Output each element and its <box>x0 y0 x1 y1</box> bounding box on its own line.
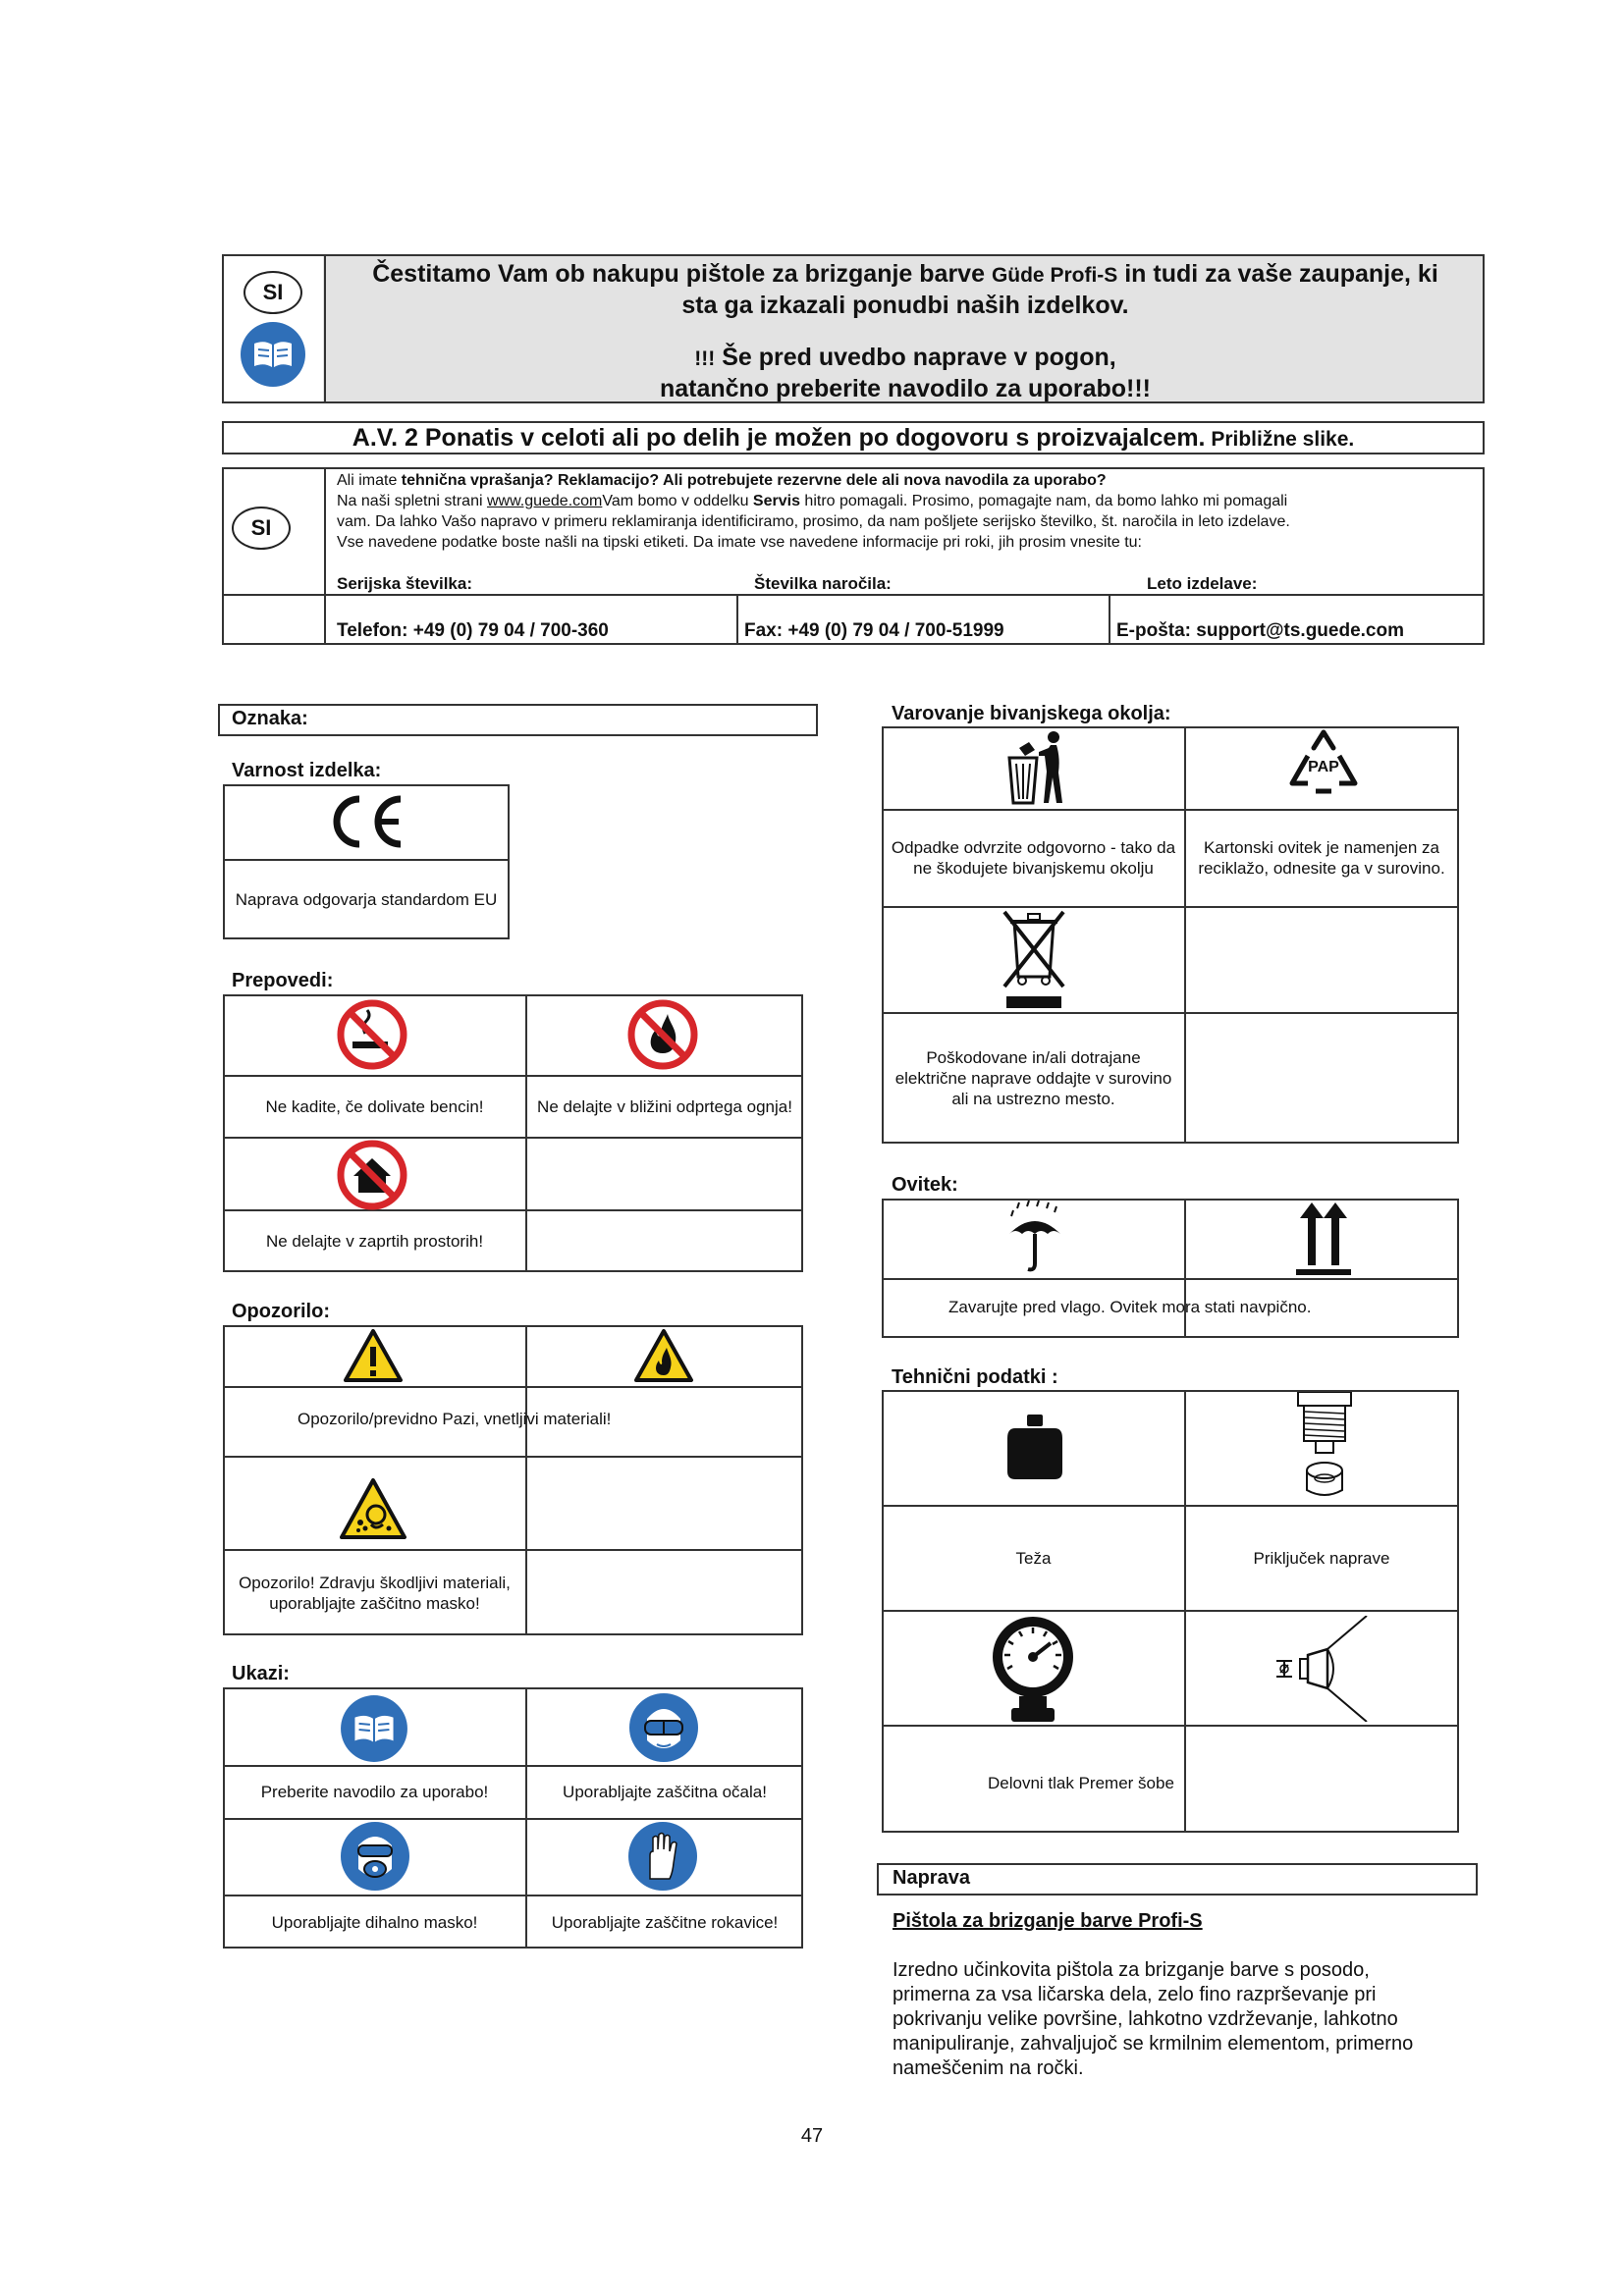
pressure-nozzle-caption: Delovni tlak Premer šobe <box>988 1774 1174 1792</box>
tehnicni-title: Tehnični podatki : <box>892 1366 1058 1388</box>
varnost-title: Varnost izdelka: <box>232 760 382 781</box>
weight-caption: Teža <box>1015 1548 1052 1568</box>
oznaka-title: Oznaka: <box>232 708 308 729</box>
page-number: 47 <box>800 2125 824 2147</box>
protective-gloves-icon <box>626 1820 699 1893</box>
si-badge: SI <box>244 271 302 314</box>
ce-mark-icon <box>322 791 410 852</box>
no-enclosed-space-icon <box>336 1139 408 1211</box>
website-link[interactable]: www.guede.com <box>486 493 603 509</box>
env-electric-caption: Poškodovane in/ali dotrajane električne naprave oddajte v surovino ali na ustrezno mesto. <box>894 1048 1172 1108</box>
pressure-gauge-icon <box>990 1614 1076 1724</box>
flammable-warning-icon <box>633 1328 694 1383</box>
mandatory-gloves-caption: Uporabljajte zaščitne rokavice! <box>551 1912 779 1932</box>
pap-label: PAP <box>1308 759 1339 775</box>
no-smoking-icon <box>336 998 408 1071</box>
year-label: Leto izdelave: <box>1147 574 1258 593</box>
env-waste-caption: Odpadke odvrzite odgovorno - tako da ne škodujete bivanjskemu okolju <box>891 838 1176 878</box>
packaging-caption: Zavarujte pred vlago. Ovitek mora stati navpično. <box>948 1298 1312 1316</box>
harmful-substances-warning-icon <box>339 1477 407 1540</box>
product-description: Izredno učinkovita pištola za brizganje barve s posodo, primerna za vsa ličarska dela, zelo fino razprševanje pri pokrivanju velike površine, lahkotno vzdrževanje, lahkotno manipuliranje, zahvaljujoč se krmilnim elementom, primerno nameščenim na ročki. <box>893 1959 1414 2079</box>
copyright-text: A.V. 2 Ponatis v celoti ali po delih je možen po dogovoru s proizvajalcem. Približne slike. <box>352 424 1355 452</box>
waste-disposal-icon <box>1000 728 1070 805</box>
prohibition-no-smoking-caption: Ne kadite, če dolivate bencin! <box>265 1096 484 1116</box>
nozzle-diameter-icon <box>1272 1616 1375 1722</box>
read-manual-icon <box>339 1693 409 1764</box>
okolje-title: Varovanje bivanjskega okolja: <box>892 703 1171 724</box>
connection-caption: Priključek naprave <box>1253 1548 1390 1568</box>
phone-text: Telefon: +49 (0) 79 04 / 700-360 <box>337 620 609 641</box>
env-carton-caption: Kartonski ovitek je namenjen za reciklažo, odnesite ga v surovino. <box>1198 838 1445 878</box>
ukazi-title: Ukazi: <box>232 1663 290 1684</box>
product-name: Pištola za brizganje barve Profi-S <box>893 1910 1203 1932</box>
mandatory-goggles-caption: Uporabljajte zaščitna očala! <box>563 1783 767 1801</box>
email-text: E-pošta: support@ts.guede.com <box>1116 620 1404 641</box>
startup-warning: !!! Še pred uvedbo naprave v pogon, natančno preberite navodilo za uporabo!!! <box>659 344 1152 402</box>
device-connection-icon <box>1288 1392 1361 1502</box>
mandatory-mask-caption: Uporabljajte dihalno masko! <box>271 1912 478 1932</box>
serial-number-label: Serijska številka: <box>337 574 472 593</box>
manual-book-icon <box>239 320 307 389</box>
warning-flammable-caption: Opozorilo/previdno Pazi, vnetljivi materiali! <box>298 1410 612 1428</box>
pap-recycling-icon <box>1284 726 1363 801</box>
opozorilo-title: Opozorilo: <box>232 1301 330 1322</box>
naprava-title: Naprava <box>893 1867 970 1889</box>
order-number-label: Številka naročila: <box>754 574 892 593</box>
weight-icon <box>1007 1415 1062 1481</box>
safety-goggles-icon <box>627 1691 700 1764</box>
contact-si-badge: SI <box>232 507 291 550</box>
prepovedi-title: Prepovedi: <box>232 970 334 991</box>
weee-crossed-bin-icon <box>999 908 1069 1010</box>
no-open-flame-icon <box>626 998 699 1071</box>
this-way-up-arrows-icon <box>1296 1201 1351 1277</box>
warning-harmful-caption: Opozorilo! Zdravju škodljivi materiali, uporabljajte zaščitno masko! <box>239 1574 511 1613</box>
contact-info-text: Ali imate tehnična vprašanja? Reklamacijo? Ali potrebujete rezervne dele ali nova navodila za uporabo? Na naši spletni strani www.guede.comVam bomo v oddelku Servis hitro pomagali. Prosimo, pomagajte nam, da bomo lahko mi pomagali vam. Da lahko Vašo napravo v primeru reklamiranja identificiramo, prosimo, da nam pošljete serijsko številko, št. naročila in leto izdelave. Vse navedene podatke boste našli na tipski etiketi. Da imate vse navedene informacije pri roki, jih prosim vnesite tu: <box>337 472 1290 551</box>
fax-text: Fax: +49 (0) 79 04 / 700-51999 <box>744 620 1004 641</box>
keep-dry-umbrella-icon <box>1005 1201 1064 1273</box>
general-warning-icon <box>343 1328 404 1383</box>
respirator-mask-icon <box>339 1820 411 1893</box>
prohibition-no-flame-caption: Ne delajte v bližini odprtega ognja! <box>537 1096 792 1116</box>
prohibition-enclosed-caption: Ne delajte v zaprtih prostorih! <box>265 1231 484 1251</box>
mandatory-read-manual-caption: Preberite navodilo za uporabo! <box>260 1783 489 1801</box>
greeting-text: Čestitamo Vam ob nakupu pištole za brizganje barve Güde Profi-S in tudi za vaše zaupanje, ki sta ga izkazali ponudbi naših izdelkov. <box>372 260 1438 319</box>
ce-caption: Naprava odgovarja standardom EU <box>235 889 498 909</box>
ovitek-title: Ovitek: <box>892 1174 958 1196</box>
